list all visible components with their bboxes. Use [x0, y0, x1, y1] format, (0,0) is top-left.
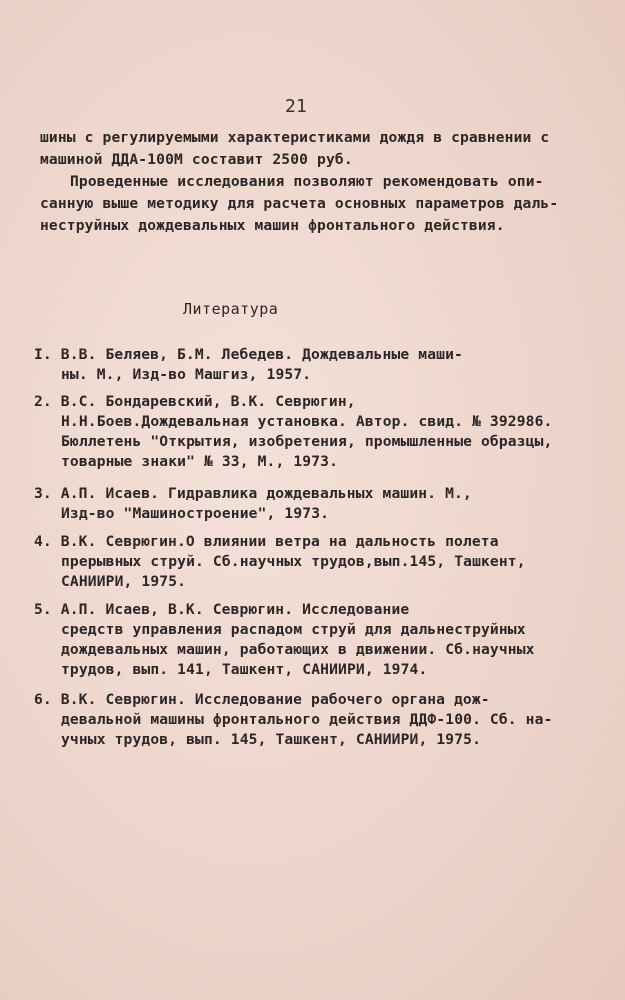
reference-item — [34, 392, 553, 472]
reference-line: 6. В.К. Севрюгин. Исследование рабочего органа дож- — [34, 691, 490, 708]
reference-item — [34, 345, 463, 385]
reference-line: 2. В.С. Бондаревский, В.К. Севрюгин, — [34, 393, 356, 410]
reference-line: прерывных струй. Сб.научных трудов,вып.145, Ташкент, — [61, 553, 526, 570]
reference-line: девальной машины фронтального действия ДДФ-100. Сб. на- — [61, 711, 553, 728]
reference-item — [34, 484, 472, 524]
reference-line: Бюллетень "Открытия, изобретения, промышленные образцы, — [61, 433, 553, 450]
reference-line: Изд-во "Машиностроение", 1973. — [61, 505, 330, 522]
reference-line: трудов, вып. 141, Ташкент, САНИИРИ, 1974. — [61, 661, 428, 678]
reference-line: Н.Н.Боев.Дождевальная установка. Автор. свид. № 392986. — [61, 413, 553, 430]
reference-line: товарные знаки" № 33, М., 1973. — [61, 453, 339, 470]
body-line: санную выше методику для расчета основных параметров даль- — [40, 195, 559, 212]
page-number: 21 — [285, 96, 307, 117]
body-line: неструйных дождевальных машин фронтального действия. — [40, 217, 505, 234]
body-line: Проведенные исследования позволяют рекомендовать опи- — [70, 173, 544, 190]
reference-item — [34, 690, 553, 750]
reference-item — [34, 600, 535, 680]
reference-line: 4. В.К. Севрюгин.О влиянии ветра на дальность полета — [34, 533, 499, 550]
body-line: шины с регулируемыми характеристиками дождя в сравнении с — [40, 129, 550, 146]
references-heading: Литература — [183, 300, 279, 318]
reference-line: ны. М., Изд-во Машгиз, 1957. — [61, 366, 312, 383]
reference-item — [34, 532, 526, 592]
reference-line: САНИИРИ, 1975. — [61, 573, 187, 590]
reference-line: учных трудов, вып. 145, Ташкент, САНИИРИ, 1975. — [61, 731, 482, 748]
reference-line: дождевальных машин, работающих в движении. Сб.научных — [61, 641, 535, 658]
reference-line: I. В.В. Беляев, Б.М. Лебедев. Дождевальные маши- — [34, 346, 463, 363]
body-line: машиной ДДА-100М составит 2500 руб. — [40, 151, 353, 168]
reference-line: 5. А.П. Исаев, В.К. Севрюгин. Исследование — [34, 601, 410, 618]
reference-line: средств управления распадом струй для дальнеструйных — [61, 621, 526, 638]
reference-line: 3. А.П. Исаев. Гидравлика дождевальных машин. М., — [34, 485, 472, 502]
